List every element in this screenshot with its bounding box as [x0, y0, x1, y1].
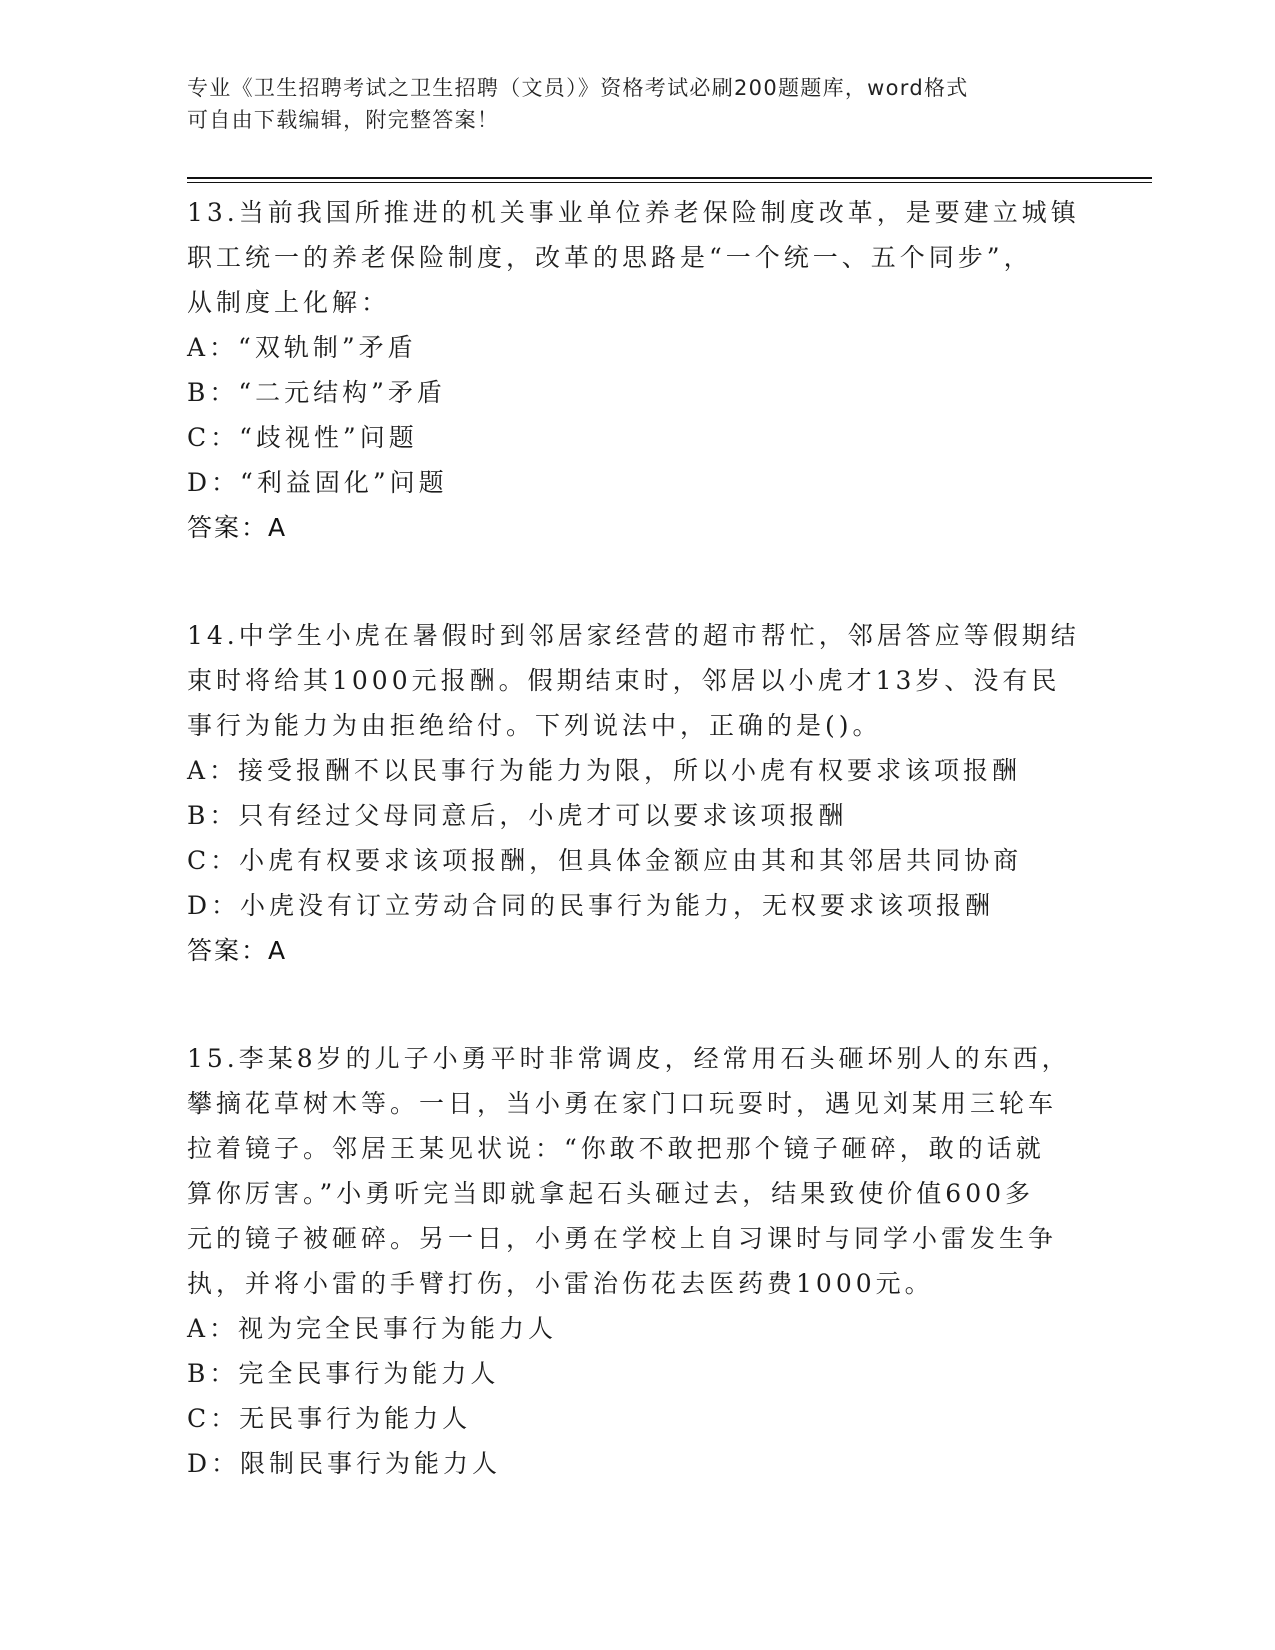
- option-a: A：视为完全民事行为能力人: [187, 1314, 558, 1343]
- answer-line: 答案：A: [187, 513, 288, 542]
- question-list: [187, 190, 1087, 1486]
- header-line-2: 可自由下载编辑，附完整答案！: [187, 108, 500, 132]
- question-text-line: 算你厉害。”小勇听完当即就拿起石头砸过去，结果致使价值600多: [187, 1179, 1035, 1208]
- option-a: A：接受报酬不以民事行为能力为限，所以小虎有权要求该项报酬: [187, 756, 1022, 785]
- answer-line: 答案：A: [187, 936, 288, 965]
- option-a: A：“双轨制”矛盾: [187, 333, 417, 362]
- header-divider-thick: [187, 177, 1152, 179]
- question-text-line: 攀摘花草树木等。一日，当小勇在家门口玩耍时，遇见刘某用三轮车: [187, 1089, 1058, 1118]
- question-15: [187, 1036, 1087, 1486]
- question-14: [187, 613, 1087, 973]
- question-text-line: 拉着镜子。邻居王某见状说：“你敢不敢把那个镜子砸碎，敢的话就: [187, 1134, 1045, 1163]
- question-text-line: 执，并将小雷的手臂打伤，小雷治伤花去医药费1000元。: [187, 1269, 934, 1298]
- header-divider-thin: [187, 182, 1152, 183]
- question-text-line: 职工统一的养老保险制度，改革的思路是“一个统一、五个同步”，: [187, 243, 1033, 272]
- option-b: B：只有经过父母同意后，小虎才可以要求该项报酬: [187, 801, 848, 830]
- option-c: C：无民事行为能力人: [187, 1404, 472, 1433]
- question-spacer: [187, 973, 1087, 1036]
- document-header: [187, 72, 1067, 136]
- header-line-1: 专业《卫生招聘考试之卫生招聘（文员）》资格考试必刷200题题库，word格式: [187, 76, 969, 100]
- option-b: B：“二元结构”矛盾: [187, 378, 446, 407]
- question-text-line: 14.中学生小虎在暑假时到邻居家经营的超市帮忙，邻居答应等假期结: [187, 621, 1080, 650]
- question-13: [187, 190, 1087, 550]
- option-c: C：小虎有权要求该项报酬，但具体金额应由其和其邻居共同协商: [187, 846, 1023, 875]
- option-d: D：小虎没有订立劳动合同的民事行为能力，无权要求该项报酬: [187, 891, 995, 920]
- question-text-line: 元的镜子被砸碎。另一日，小勇在学校上自习课时与同学小雷发生争: [187, 1224, 1058, 1253]
- question-text-line: 从制度上化解：: [187, 288, 391, 317]
- option-b: B：完全民事行为能力人: [187, 1359, 500, 1388]
- question-text-line: 13.当前我国所推进的机关事业单位养老保险制度改革，是要建立城镇: [187, 198, 1080, 227]
- option-c: C：“歧视性”问题: [187, 423, 418, 452]
- question-text-line: 束时将给其1000元报酬。假期结束时，邻居以小虎才13岁、没有民: [187, 666, 1061, 695]
- option-d: D：限制民事行为能力人: [187, 1449, 502, 1478]
- question-spacer: [187, 550, 1087, 613]
- question-text-line: 15.李某8岁的儿子小勇平时非常调皮，经常用石头砸坏别人的东西，: [187, 1044, 1071, 1073]
- option-d: D：“利益固化”问题: [187, 468, 448, 497]
- question-text-line: 事行为能力为由拒绝给付。下列说法中，正确的是()。: [187, 711, 882, 740]
